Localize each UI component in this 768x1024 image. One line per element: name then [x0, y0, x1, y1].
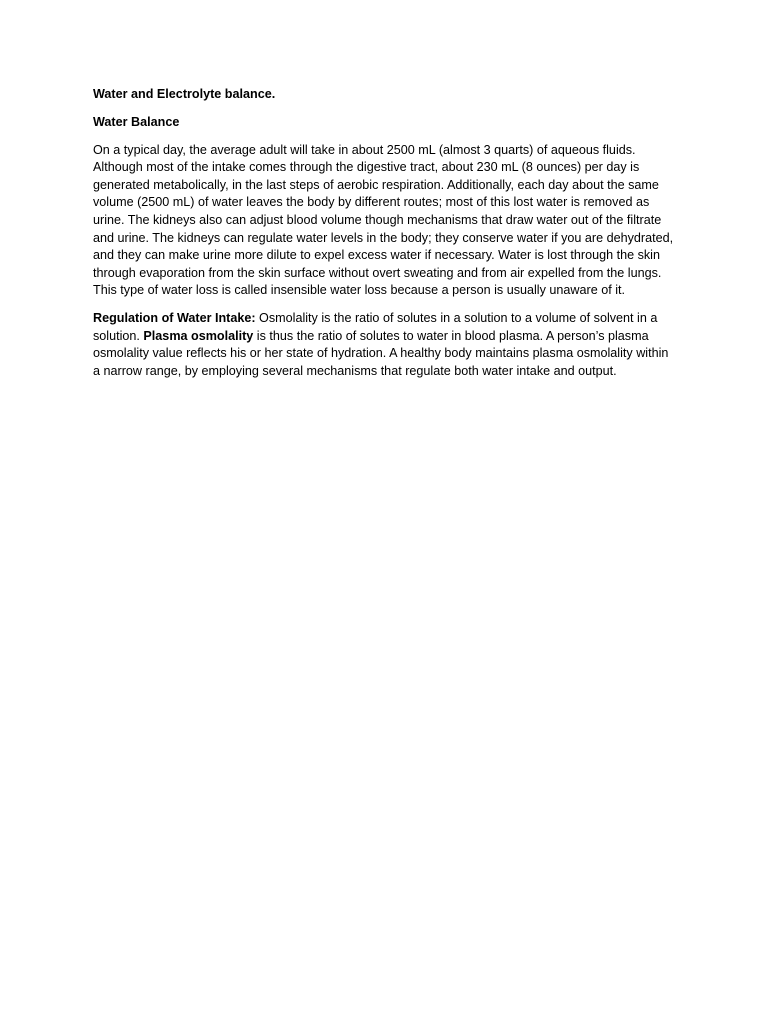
plasma-osmolality-term: Plasma osmolality — [143, 328, 254, 343]
regulation-lead-term: Regulation of Water Intake: — [93, 311, 256, 326]
paragraph-regulation — [93, 310, 678, 380]
document-body — [93, 86, 678, 391]
section-heading: Water Balance — [93, 114, 180, 129]
regulation-text-b: is thus the ratio of solutes to water in blood plasma. A person’s plasma osmolality value reflects his or her state of hydration. A healthy body maintains plasma osmolality within a narrow range, by employing several mechanisms that regulate both water intake and output. — [93, 328, 669, 378]
regulation-text-a: Osmolality is the ratio of solutes in a solution to a volume of solvent in a solution. — [93, 311, 658, 343]
document-title: Water and Electrolyte balance. — [93, 87, 276, 101]
paragraph-water-balance: On a typical day, the average adult will take in about 2500 mL (almost 3 quarts) of aqueous fluids. Although most of the intake comes through the digestive tract, about 230 mL (8 ounces) per day is generated metabolically, in the last steps of aerobic respiration. Additionally, each day about the same volume (2500 mL) of water leaves the body by different routes; most of this lost water is removed as urine. The kidneys also can adjust blood volume though mechanisms that draw water out of the filtrate and urine. The kidneys can regulate water levels in the body; they conserve water if you are dehydrated, and they can make urine more dilute to expel excess water if necessary. Water is lost through the skin through evaporation from the skin surface without overt sweating and from air expelled from the lungs. This type of water loss is called insensible water loss because a person is usually unaware of it. — [93, 142, 674, 298]
